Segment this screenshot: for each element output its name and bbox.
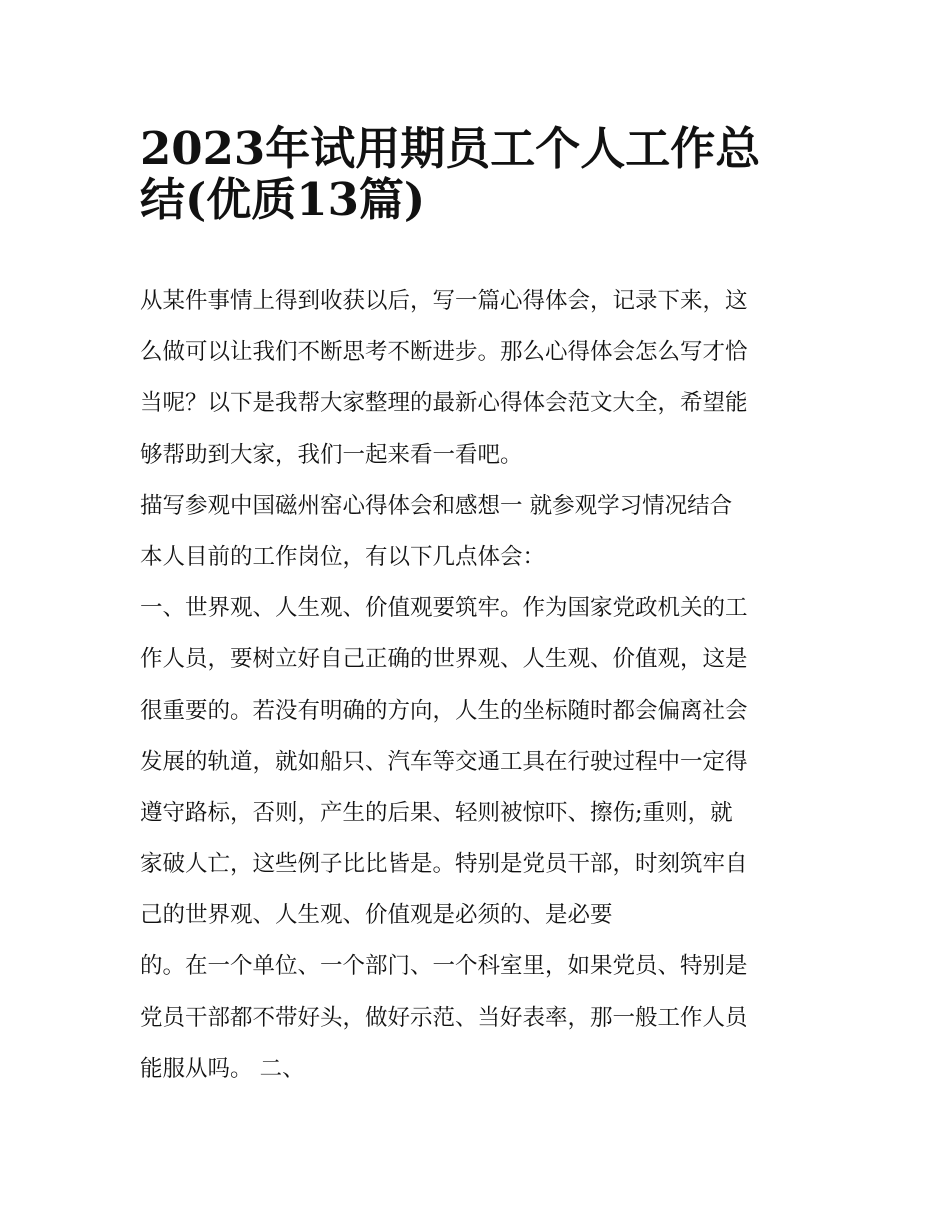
title-line: 结(优质13篇) — [140, 173, 426, 227]
body-line: 从某件事情上得到收获以后，写一篇心得体会，记录下来，这 — [140, 288, 748, 314]
body-line: 作人员，要树立好自己正确的世界观、人生观、价值观，这是 — [140, 646, 748, 673]
body-line: 么做可以让我们不断思考不断进步。那么心得体会怎么写才恰 — [140, 339, 748, 366]
body-line: 够帮助到大家，我们一起来看一看吧。 — [140, 441, 523, 468]
document-body — [140, 276, 830, 1095]
body-line: 描写参观中国磁州窑心得体会和感想一 就参观学习情况结合 — [140, 492, 733, 519]
title-line: 2023年试用期员工个人工作总 — [140, 122, 761, 175]
body-line: 能服从吗。 二、 — [140, 1055, 305, 1082]
body-line: 家破人亡，这些例子比比皆是。特别是党员干部，时刻筑牢自 — [140, 851, 748, 878]
body-line: 党员干部都不带好头，做好示范、当好表率，那一般工作人员 — [140, 1004, 748, 1031]
body-line: 当呢？以下是我帮大家整理的最新心得体会范文大全，希望能 — [140, 390, 748, 417]
body-line: 一、世界观、人生观、价值观要筑牢。作为国家党政机关的工 — [140, 595, 748, 622]
body-line: 遵守路标，否则，产生的后果、轻则被惊吓、擦伤;重则，就 — [140, 799, 733, 826]
body-line: 本人目前的工作岗位，有以下几点体会： — [140, 543, 546, 570]
body-line: 的。在一个单位、一个部门、一个科室里，如果党员、特别是 — [140, 953, 748, 980]
body-line: 发展的轨道，就如船只、汽车等交通工具在行驶过程中一定得 — [140, 748, 748, 775]
body-line: 己的世界观、人生观、价值观是必须的、是必要 — [140, 902, 613, 929]
document-title — [140, 112, 830, 227]
body-line: 很重要的。若没有明确的方向，人生的坐标随时都会偏离社会 — [140, 697, 748, 724]
